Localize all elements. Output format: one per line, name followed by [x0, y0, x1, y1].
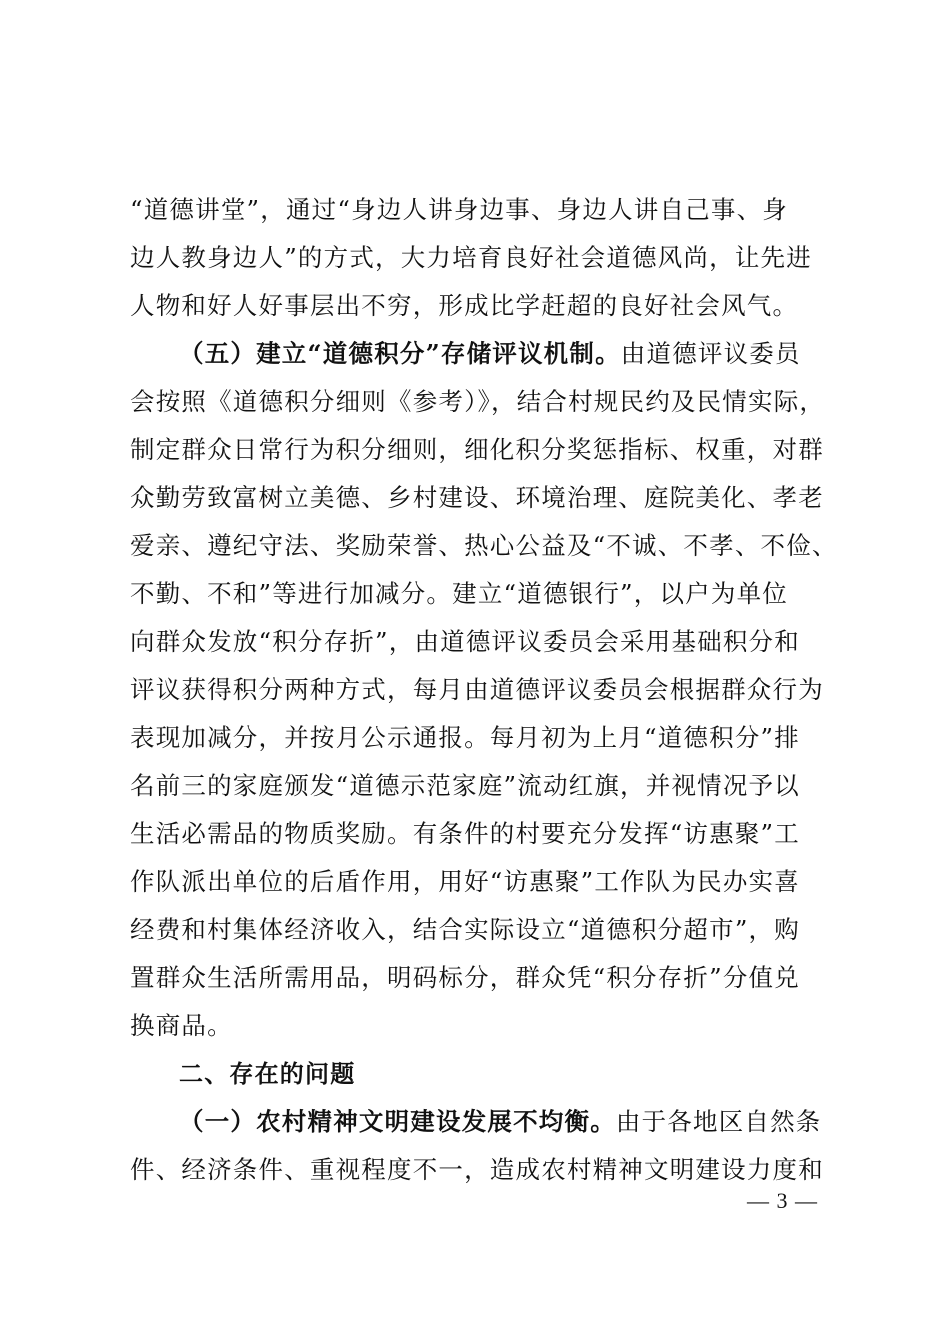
text-line: 经费和村集体经济收入，结合实际设立“道德积分超市”，购	[130, 915, 800, 944]
paragraph-start-line	[130, 330, 820, 378]
text-run: 由道德评议委员	[620, 339, 801, 368]
text-line: 边人教身边人”的方式，大力培育良好社会道德风尚，让先进	[130, 243, 812, 272]
text-line: 名前三的家庭颁发“道德示范家庭”流动红旗，并视情况予以	[130, 771, 800, 800]
section-lead-bold: （一）农村精神文明建设发展不均衡。	[179, 1107, 616, 1136]
text-line: 会按照《道德积分细则《参考）》，结合村规民约及民情实际，	[130, 387, 826, 416]
page-number: — 3 —	[747, 1188, 818, 1213]
text-line: 人物和好人好事层出不穷，形成比学赶超的良好社会风气。	[130, 291, 799, 320]
text-line: 作队派出单位的后盾作用，用好“访惠聚”工作队为民办实喜	[130, 867, 800, 896]
text-line: 换商品。	[130, 1011, 233, 1040]
text-line: 件、经济条件、重视程度不一，造成农村精神文明建设力度和	[130, 1155, 824, 1184]
text-line: 生活必需品的物质奖励。有条件的村要充分发挥“访惠聚”工	[130, 819, 800, 848]
text-line: 众勤劳致富树立美德、乡村建设、环境治理、庭院美化、孝老	[130, 483, 824, 512]
text-line: 置群众生活所需用品，明码标分，群众凭“积分存折”分值兑	[130, 963, 800, 992]
text-line: 不勤、不和”等进行加减分。建立“道德银行”，以户为单位	[130, 579, 788, 608]
section-lead-bold: （五）建立“道德积分”存储评议机制。	[179, 339, 621, 368]
text-line: 向群众发放“积分存折”，由道德评议委员会采用基础积分和	[130, 627, 800, 656]
text-line: 爱亲、遵纪守法、奖励荣誉、热心公益及“不诚、不孝、不俭、	[130, 531, 838, 560]
paragraph-start-line	[130, 1098, 820, 1146]
text-line: 评议获得积分两种方式，每月由道德评议委员会根据群众行为	[130, 675, 824, 704]
text-line: 制定群众日常行为积分细则，细化积分奖惩指标、权重，对群	[130, 435, 824, 464]
text-line: “道德讲堂”，通过“身边人讲身边事、身边人讲自己事、身	[130, 195, 788, 224]
text-line: 表现加减分，并按月公示通报。每月初为上月“道德积分”排	[130, 723, 800, 752]
body-text	[130, 186, 838, 1194]
section-heading: 二、存在的问题	[179, 1060, 356, 1088]
text-run: 由于各地区自然条	[615, 1107, 822, 1136]
